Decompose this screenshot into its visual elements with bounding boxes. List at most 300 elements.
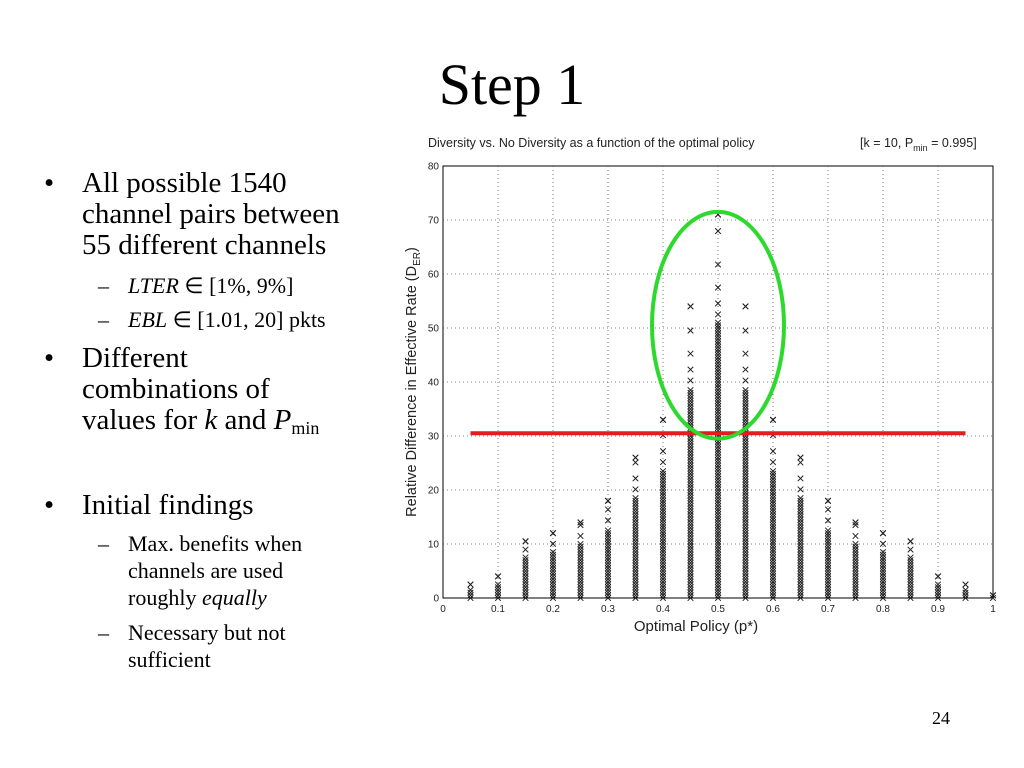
data-point [770, 520, 776, 526]
data-point [715, 471, 721, 477]
data-point [880, 587, 886, 593]
data-point [605, 507, 611, 513]
y-tick-label: 0 [433, 593, 439, 605]
lter-var: LTER [128, 273, 179, 298]
data-point [688, 393, 694, 399]
data-point [743, 398, 749, 404]
data-point [605, 533, 611, 539]
data-point [798, 563, 804, 569]
data-point [688, 555, 694, 561]
data-point [853, 563, 859, 569]
data-point [908, 568, 914, 574]
data-point [798, 533, 804, 539]
slide-title: Step 1 [438, 52, 586, 117]
data-point [688, 398, 694, 404]
data-point [743, 466, 749, 472]
data-point [688, 544, 694, 550]
data-point [743, 574, 749, 580]
data-point [633, 593, 639, 599]
data-point [770, 522, 776, 528]
data-point [715, 563, 721, 569]
bullet-line: 55 different channels [82, 229, 327, 261]
data-point [688, 449, 694, 455]
data-point [880, 571, 886, 577]
data-point [798, 579, 804, 585]
data-point [715, 320, 721, 326]
data-point [578, 566, 584, 572]
data-point [633, 476, 639, 482]
data-point [743, 485, 749, 491]
data-point [770, 528, 776, 534]
data-point [908, 590, 914, 596]
data-point [743, 474, 749, 480]
data-point [743, 409, 749, 415]
data-point [798, 495, 804, 501]
data-point [688, 552, 694, 558]
data-point [825, 579, 831, 585]
data-point [688, 406, 694, 412]
data-point [825, 539, 831, 545]
data-point [715, 404, 721, 410]
data-point [743, 441, 749, 447]
and-text: and [217, 404, 274, 436]
data-point [743, 528, 749, 534]
data-point [468, 593, 474, 599]
data-point [578, 544, 584, 550]
data-point [715, 385, 721, 391]
data-point [770, 512, 776, 518]
data-point [633, 587, 639, 593]
data-point [908, 563, 914, 569]
data-point [715, 409, 721, 415]
data-point [880, 593, 886, 599]
data-point [743, 449, 749, 455]
data-point [798, 517, 804, 523]
data-point [853, 568, 859, 574]
data-point [523, 563, 529, 569]
data-point [715, 228, 721, 234]
data-point [908, 560, 914, 566]
data-point [633, 557, 639, 563]
data-point [853, 533, 859, 539]
data-point [825, 587, 831, 593]
data-point [715, 576, 721, 582]
data-point [523, 571, 529, 577]
data-point [660, 509, 666, 515]
data-point [715, 377, 721, 383]
data-point [633, 525, 639, 531]
data-point [743, 536, 749, 542]
data-point [688, 563, 694, 569]
data-point [633, 547, 639, 553]
data-point [798, 557, 804, 563]
data-point [743, 547, 749, 553]
data-point [715, 552, 721, 558]
data-point [770, 579, 776, 585]
data-point [660, 493, 666, 499]
data-point [495, 593, 501, 599]
data-point [715, 444, 721, 450]
y-tick-label: 40 [427, 377, 439, 389]
data-point [715, 425, 721, 431]
data-point [908, 555, 914, 561]
data-point [633, 536, 639, 542]
data-point [908, 582, 914, 588]
data-point [743, 579, 749, 585]
data-point [715, 539, 721, 545]
data-point [743, 482, 749, 488]
data-point [798, 520, 804, 526]
data-point [743, 525, 749, 531]
data-point [770, 468, 776, 474]
roughly-text: roughly [128, 585, 202, 610]
data-point [743, 498, 749, 504]
subbullet-line: sufficient [128, 647, 211, 672]
x-tick-label: 0.3 [601, 604, 615, 615]
data-point [688, 560, 694, 566]
data-point [688, 549, 694, 555]
data-point [688, 487, 694, 493]
data-point [825, 563, 831, 569]
data-point [523, 579, 529, 585]
data-point [743, 533, 749, 539]
data-point [715, 547, 721, 553]
data-point [825, 568, 831, 574]
data-point [688, 447, 694, 453]
data-point [715, 401, 721, 407]
data-point [578, 574, 584, 580]
data-point [633, 576, 639, 582]
data-point [578, 579, 584, 585]
data-point [660, 517, 666, 523]
data-point [770, 517, 776, 523]
data-point [688, 547, 694, 553]
data-point [798, 584, 804, 590]
data-point [660, 530, 666, 536]
x-tick-label: 0.1 [491, 604, 505, 615]
data-point [688, 498, 694, 504]
data-point [688, 503, 694, 509]
data-point [743, 560, 749, 566]
data-point [880, 530, 886, 536]
data-point [715, 555, 721, 561]
data-point [798, 487, 804, 493]
data-point [853, 579, 859, 585]
data-point [743, 514, 749, 520]
x-tick-label: 0.8 [876, 604, 890, 615]
data-point [743, 493, 749, 499]
data-point [660, 571, 666, 577]
subbullet-dash: – [98, 531, 109, 556]
data-point [523, 593, 529, 599]
data-point [688, 460, 694, 466]
data-point [550, 563, 556, 569]
data-point [633, 568, 639, 574]
data-point [633, 530, 639, 536]
data-point [688, 404, 694, 410]
data-point [715, 525, 721, 531]
data-point [743, 367, 749, 373]
data-point [715, 360, 721, 366]
data-point [688, 439, 694, 445]
data-point [688, 571, 694, 577]
data-point [688, 520, 694, 526]
p-var: P [273, 404, 292, 436]
x-tick-label: 0.5 [711, 604, 725, 615]
data-point [660, 539, 666, 545]
data-point [660, 528, 666, 534]
bullet-line: Initial findings [82, 489, 254, 521]
data-point [743, 576, 749, 582]
data-point [688, 506, 694, 512]
data-point [743, 455, 749, 461]
data-point [688, 367, 694, 373]
data-point [715, 414, 721, 420]
data-point [523, 568, 529, 574]
data-point [715, 485, 721, 491]
data-point [825, 528, 831, 534]
data-point [743, 460, 749, 466]
data-point [523, 587, 529, 593]
data-point [743, 444, 749, 450]
data-point [578, 555, 584, 561]
data-point [688, 474, 694, 480]
data-point [770, 563, 776, 569]
data-point [633, 541, 639, 547]
data-point [688, 528, 694, 534]
data-point [853, 544, 859, 550]
data-point [578, 533, 584, 539]
data-point [688, 479, 694, 485]
data-point [715, 560, 721, 566]
data-point [743, 582, 749, 588]
data-point [688, 514, 694, 520]
data-point [743, 563, 749, 569]
data-point [825, 533, 831, 539]
subbullet-line: Necessary but not [128, 620, 286, 645]
data-point [633, 552, 639, 558]
data-point [743, 520, 749, 526]
bullet-line-values [82, 404, 320, 439]
data-point [770, 479, 776, 485]
data-point [715, 476, 721, 482]
data-point [743, 539, 749, 545]
data-point [605, 528, 611, 534]
data-point [660, 448, 666, 454]
data-point [743, 458, 749, 464]
data-point [688, 304, 694, 310]
data-point [798, 530, 804, 536]
data-point [770, 576, 776, 582]
data-point [550, 552, 556, 558]
data-point [825, 536, 831, 542]
data-point [633, 495, 639, 501]
data-point [605, 593, 611, 599]
data-point [688, 517, 694, 523]
data-point [798, 560, 804, 566]
bullet-line: channel pairs between [82, 198, 340, 230]
data-point [688, 452, 694, 458]
data-point [550, 593, 556, 599]
data-point [963, 593, 969, 599]
data-point [743, 590, 749, 596]
data-point [688, 512, 694, 518]
data-point [578, 547, 584, 553]
data-point [688, 476, 694, 482]
data-point [468, 590, 474, 596]
subbullet-dash: – [98, 620, 109, 645]
data-point [523, 539, 529, 545]
data-point [715, 420, 721, 426]
data-point [743, 544, 749, 550]
data-point [798, 455, 804, 461]
data-point [688, 522, 694, 528]
data-point [715, 371, 721, 377]
data-point [743, 436, 749, 442]
data-point [798, 544, 804, 550]
data-point [660, 501, 666, 507]
data-point [523, 555, 529, 561]
data-point [660, 512, 666, 518]
data-point [578, 584, 584, 590]
data-point [743, 557, 749, 563]
data-point [688, 378, 694, 384]
data-point [743, 351, 749, 357]
data-point [578, 557, 584, 563]
data-point [688, 444, 694, 450]
data-point [743, 566, 749, 572]
data-point [688, 328, 694, 334]
data-point [660, 552, 666, 558]
data-point [605, 563, 611, 569]
data-point [743, 447, 749, 453]
data-point [798, 509, 804, 515]
data-point [660, 587, 666, 593]
data-point [798, 525, 804, 531]
data-point [715, 509, 721, 515]
data-point [798, 498, 804, 504]
data-point [715, 536, 721, 542]
data-point [715, 468, 721, 474]
data-point [743, 587, 749, 593]
data-point [770, 503, 776, 509]
data-point [523, 547, 529, 553]
data-point [688, 493, 694, 499]
ebl-var: EBL [128, 307, 168, 332]
page-number: 24 [932, 708, 950, 728]
data-point [798, 536, 804, 542]
data-point [743, 503, 749, 509]
data-point [688, 566, 694, 572]
data-point [688, 441, 694, 447]
data-point [660, 593, 666, 599]
data-point [880, 584, 886, 590]
data-point [633, 539, 639, 545]
data-point [770, 571, 776, 577]
data-point [853, 571, 859, 577]
data-point [633, 582, 639, 588]
data-point [715, 568, 721, 574]
data-point [880, 555, 886, 561]
data-point [633, 560, 639, 566]
data-point [770, 485, 776, 491]
chart-title-params-text: [k = 10, P [860, 136, 914, 150]
data-point [825, 560, 831, 566]
data-point [743, 468, 749, 474]
data-point [743, 378, 749, 384]
data-point [743, 476, 749, 482]
data-point [798, 539, 804, 545]
data-point [633, 528, 639, 534]
data-point [523, 584, 529, 590]
data-point [550, 568, 556, 574]
data-point [523, 560, 529, 566]
data-point [633, 590, 639, 596]
data-point [715, 593, 721, 599]
data-point [770, 568, 776, 574]
data-point [743, 414, 749, 420]
data-point [688, 587, 694, 593]
data-point [688, 568, 694, 574]
data-point [578, 541, 584, 547]
y-tick-label: 60 [427, 269, 439, 281]
data-point [715, 387, 721, 393]
data-point [660, 544, 666, 550]
data-point [633, 522, 639, 528]
data-point [605, 536, 611, 542]
data-point [660, 576, 666, 582]
data-point [715, 512, 721, 518]
ebl-range: ∈ [1.01, 20] pkts [167, 307, 326, 332]
x-tick-label: 0.6 [766, 604, 780, 615]
bullet-line: combinations of [82, 373, 270, 405]
data-point [715, 301, 721, 307]
data-point [715, 328, 721, 334]
y-tick-labels [428, 162, 440, 605]
data-point [660, 560, 666, 566]
data-point [770, 530, 776, 536]
data-point [715, 355, 721, 361]
data-point [688, 495, 694, 501]
data-point [660, 503, 666, 509]
data-point [743, 517, 749, 523]
data-point [715, 417, 721, 423]
data-point [715, 460, 721, 466]
data-point [660, 476, 666, 482]
data-point [715, 571, 721, 577]
data-point [660, 479, 666, 485]
data-point [743, 390, 749, 396]
data-point [798, 503, 804, 509]
data-point [715, 501, 721, 507]
data-point [743, 552, 749, 558]
data-point [908, 557, 914, 563]
data-point [633, 549, 639, 555]
y-axis-label-end: ) [404, 247, 420, 253]
y-tick-label: 20 [427, 485, 439, 497]
data-point [688, 574, 694, 580]
data-point [550, 576, 556, 582]
data-point [715, 479, 721, 485]
data-point [770, 476, 776, 482]
data-point [715, 412, 721, 418]
data-point [578, 582, 584, 588]
data-point [825, 552, 831, 558]
data-point [853, 576, 859, 582]
data-point [688, 533, 694, 539]
data-point [523, 557, 529, 563]
data-point [605, 568, 611, 574]
